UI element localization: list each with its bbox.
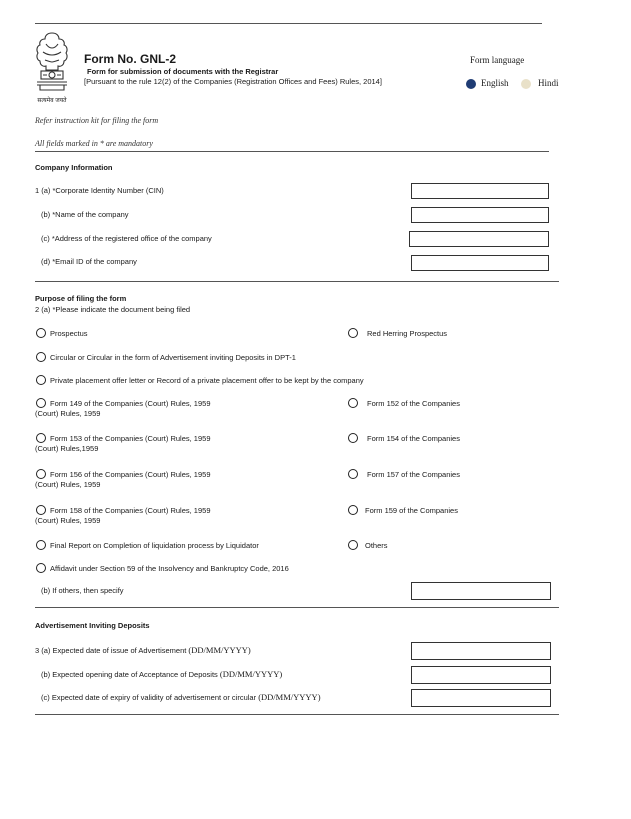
- affidavit-radio[interactable]: [36, 563, 46, 573]
- lang-english-label: English: [481, 78, 509, 88]
- purpose-heading: Purpose of filing the form: [35, 294, 127, 303]
- purpose-question: 2 (a) *Please indicate the document being filed: [35, 305, 191, 314]
- divider: [35, 281, 559, 282]
- expiry-date-format: (DD/MM/YYYY): [258, 692, 321, 702]
- address-label: (c) *Address of the registered office of the company: [41, 234, 212, 243]
- lang-english-option[interactable]: [466, 77, 526, 91]
- company-info-heading: Company Information: [35, 163, 113, 172]
- form-language-label: Form language: [470, 55, 525, 65]
- form156-radio[interactable]: [36, 469, 46, 479]
- form153-label-cont: (Court) Rules,1959: [35, 444, 99, 453]
- others-specify-label: (b) If others, then specify: [41, 586, 124, 595]
- form149-label: Form 149 of the Companies (Court) Rules, 1959: [50, 399, 211, 408]
- red-herring-radio[interactable]: [348, 328, 358, 338]
- lang-hindi-option[interactable]: [521, 77, 571, 91]
- form-number: Form No. GNL-2: [84, 52, 176, 66]
- final-report-label: Final Report on Completion of liquidation process by Liquidator: [50, 541, 259, 550]
- form153-radio[interactable]: [36, 433, 46, 443]
- opening-date-format: (DD/MM/YYYY): [219, 669, 283, 679]
- prospectus-label: Prospectus: [50, 329, 88, 338]
- mandatory-note: All fields marked in * are mandatory: [35, 139, 153, 148]
- form154-radio[interactable]: [348, 433, 358, 443]
- form158-label: Form 158 of the Companies (Court) Rules, 1959: [50, 506, 211, 515]
- cin-label: 1 (a) *Corporate Identity Number (CIN): [35, 186, 164, 195]
- ashoka-lion-icon: [31, 30, 73, 96]
- divider: [35, 607, 559, 608]
- advertisement-heading: Advertisement Inviting Deposits: [35, 621, 150, 630]
- issue-date-label: [35, 645, 251, 656]
- cin-input[interactable]: [411, 183, 549, 199]
- form157-radio[interactable]: [348, 469, 358, 479]
- company-name-label: (b) *Name of the company: [41, 210, 129, 219]
- email-label: (d) *Email ID of the company: [41, 257, 137, 266]
- form159-label: Form 159 of the Companies: [365, 506, 458, 515]
- form153-label: Form 153 of the Companies (Court) Rules, 1959: [50, 434, 211, 443]
- prospectus-radio[interactable]: [36, 328, 46, 338]
- form-subtitle: Form for submission of documents with the Registrar: [87, 67, 279, 76]
- circular-label: Circular or Circular in the form of Advertisement inviting Deposits in DPT-1: [50, 353, 296, 362]
- address-input[interactable]: [409, 231, 549, 247]
- expiry-date-input[interactable]: [411, 689, 551, 707]
- company-name-input[interactable]: [411, 207, 549, 223]
- national-emblem: [31, 30, 73, 106]
- form158-label-cont: (Court) Rules, 1959: [35, 516, 101, 525]
- form152-radio[interactable]: [348, 398, 358, 408]
- issue-date-label-text: 3 (a) Expected date of issue of Advertisement: [35, 646, 189, 655]
- red-herring-label: Red Herring Prospectus: [367, 329, 448, 338]
- form157-label: Form 157 of the Companies: [367, 470, 460, 479]
- form156-label-cont: (Court) Rules, 1959: [35, 480, 101, 489]
- form152-label: Form 152 of the Companies: [367, 399, 460, 408]
- divider: [35, 714, 559, 715]
- form-pursuant: [Pursuant to the rule 12(2) of the Companies (Registration Offices and Fees) Rules, 2014]: [84, 77, 382, 86]
- expiry-date-label-text: (c) Expected date of expiry of validity of advertisement or circular: [41, 693, 259, 702]
- opening-date-input[interactable]: [411, 666, 551, 684]
- top-rule: [35, 23, 542, 24]
- circular-radio[interactable]: [36, 352, 46, 362]
- form149-radio[interactable]: [36, 398, 46, 408]
- others-radio[interactable]: [348, 540, 358, 550]
- issue-date-format: (DD/MM/YYYY): [188, 645, 251, 655]
- form158-radio[interactable]: [36, 505, 46, 515]
- opening-date-label: [41, 669, 282, 680]
- opening-date-label-text: (b) Expected opening date of Acceptance of Deposits: [41, 670, 220, 679]
- lang-english-radio[interactable]: [466, 79, 476, 89]
- emblem-motto: सत्यमेव जयते: [37, 98, 67, 104]
- form149-label-cont: (Court) Rules, 1959: [35, 409, 101, 418]
- email-input[interactable]: [411, 255, 549, 271]
- form154-label: Form 154 of the Companies: [367, 434, 460, 443]
- final-report-radio[interactable]: [36, 540, 46, 550]
- others-label: Others: [365, 541, 388, 550]
- expiry-date-label: [41, 692, 321, 703]
- lang-hindi-label: Hindi: [538, 78, 559, 88]
- form156-label: Form 156 of the Companies (Court) Rules, 1959: [50, 470, 211, 479]
- issue-date-input[interactable]: [411, 642, 551, 660]
- others-specify-input[interactable]: [411, 582, 551, 600]
- instruction-kit-link[interactable]: Refer instruction kit for filing the form: [35, 116, 159, 125]
- affidavit-label: Affidavit under Section 59 of the Insolvency and Bankruptcy Code, 2016: [50, 564, 289, 573]
- lang-hindi-radio[interactable]: [521, 79, 531, 89]
- divider: [35, 151, 549, 152]
- private-placement-label: Private placement offer letter or Record of a private placement offer to be kept by the company: [50, 376, 364, 385]
- form159-radio[interactable]: [348, 505, 358, 515]
- private-placement-radio[interactable]: [36, 375, 46, 385]
